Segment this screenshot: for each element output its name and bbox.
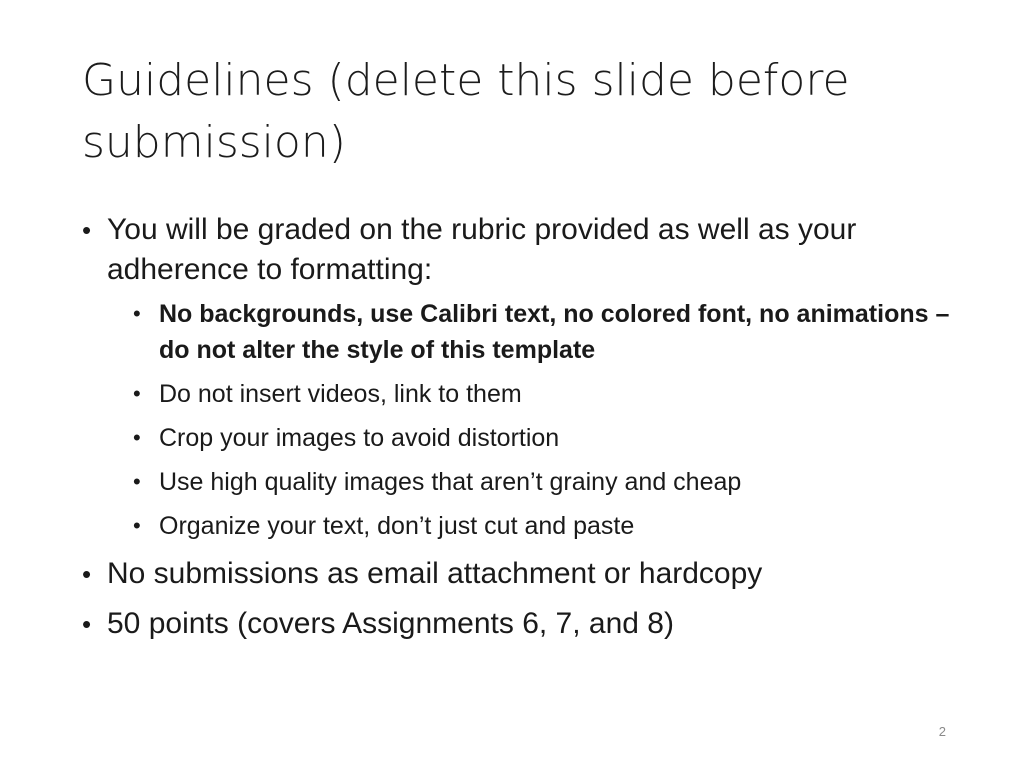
sub-bullet-text: Do not insert videos, link to them [159, 380, 522, 408]
bullet-item-submissions [82, 554, 962, 594]
sub-bullet-text: No backgrounds, use Calibri text, no colored font, no animations – do not alter the style of this template [159, 300, 950, 364]
bullet-item-points [82, 604, 962, 644]
sub-bullet-text: Crop your images to avoid distortion [159, 424, 560, 452]
bullet-icon: • [133, 381, 141, 406]
sub-bullet-item-organize-text [133, 508, 962, 544]
bullet-text: You will be graded on the rubric provided as well as your adherence to formatting: [107, 213, 857, 286]
sub-bullet-item-videos [133, 376, 962, 412]
sub-bullet-item-style-rules [133, 296, 962, 368]
page-number: 2 [938, 724, 946, 739]
bullet-icon: • [133, 469, 141, 494]
bullet-text: 50 points (covers Assignments 6, 7, and 8) [107, 607, 674, 640]
slide-title: Guidelines (delete this slide before submission) [82, 55, 850, 168]
sub-bullet-item-image-quality [133, 464, 962, 500]
sub-bullet-list [107, 296, 962, 544]
bullet-icon: • [133, 425, 141, 450]
bullet-text: No submissions as email attachment or hardcopy [107, 557, 763, 590]
bullet-icon: • [82, 559, 92, 589]
sub-bullet-text: Organize your text, don’t just cut and paste [159, 512, 635, 540]
bullet-icon: • [82, 609, 92, 639]
bullet-item-grading [82, 210, 962, 544]
sub-bullet-text: Use high quality images that aren’t grainy and cheap [159, 468, 742, 496]
bullet-icon: • [133, 513, 141, 538]
bullet-list [82, 210, 962, 654]
bullet-icon: • [82, 215, 92, 245]
sub-bullet-item-crop [133, 420, 962, 456]
bullet-icon: • [133, 301, 141, 326]
